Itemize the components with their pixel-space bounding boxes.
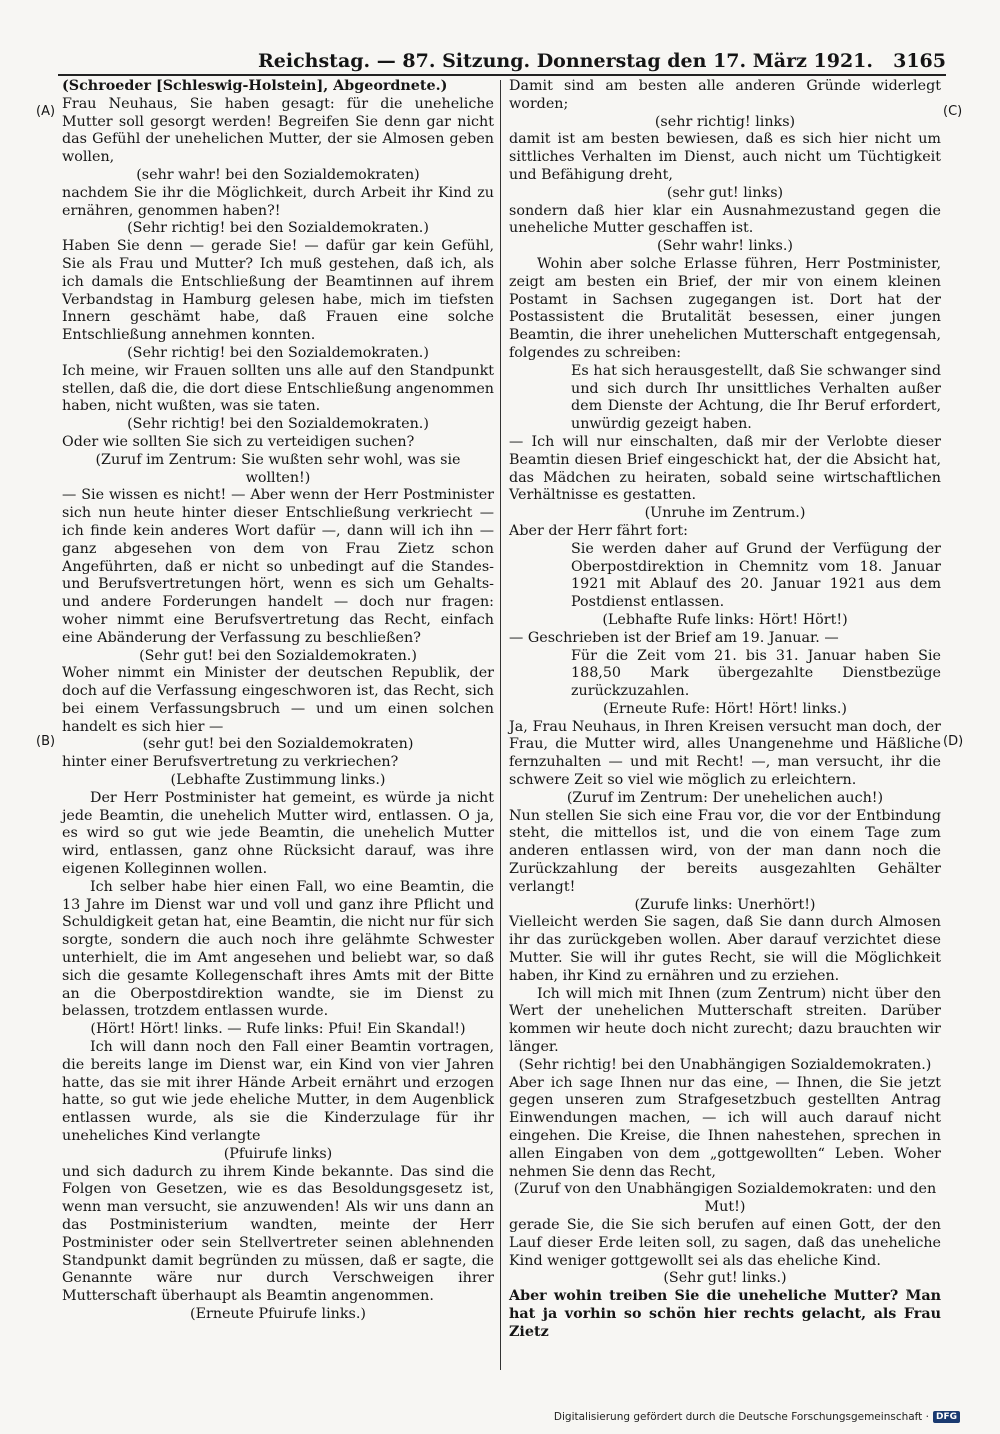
quoted-letter: Für die Zeit vom 21. bis 31. Januar haben Sie 188,50 Mark übergezahlte Dienstbezüge zurückzuzahlen. (571, 647, 941, 700)
quoted-letter: Es hat sich herausgestellt, daß Sie schwanger sind und sich durch Ihr unsittliches Verhalten außer dem Dienste der Achtung, die Ihr Beruf erfordert, unwürdig gezeigt haben. (571, 362, 941, 433)
quoted-letter: Sie werden daher auf Grund der Verfügung der Oberpostdirektion in Chemnitz vom 18. Januar 1921 mit Ablauf des 20. Januar 1921 aus dem Postdienst entlassen. (571, 540, 941, 611)
interjection: (Unruhe im Zentrum.) (644, 505, 806, 522)
margin-marker-c: (C) (943, 104, 963, 119)
paragraph: Ich selber habe hier einen Fall, wo eine Beamtin, die 13 Jahre im Dienst war und voll und ganz ihre Pflicht und Schuldigkeit getan hat, eine Beamtin, die nicht nur für sich sorgte, sondern die auch noch ihre gelähmte Schwester unterhielt, die im Amt angesehen und beliebt war, so daß sich die gesamte Kollegenschaft ihres Amts mit der Bitte an die Oberpostdirektion wandte, sie im Dienst zu belassen, trotzdem entlassen wurde. (62, 878, 494, 1020)
page-number: 3165 (893, 50, 946, 72)
paragraph: — Ich will nur einschalten, daß mir der Verlobte dieser Beamtin diesen Brief eingeschickt hat, der die Absicht hat, das Mädchen zu heiraten, sobald seine wirtschaftlichen Verhältnisse es gestatten. (509, 433, 941, 504)
paragraph: Aber der Herr fährt fort: (509, 522, 688, 539)
paragraph: Der Herr Postminister hat gemeint, es würde ja nicht jede Beamtin, die unehelich Mutter wird, entlassen. O ja, es wird so gut wie jede Beamtin, die unehelich Mutter wird, entlassen, ganz ohne Rücksicht darauf, was ihre eigenen Kolleginnen wollen. (62, 789, 494, 878)
interjection: (Sehr richtig! bei den Unabhängigen Sozialdemokraten.) (518, 1056, 932, 1073)
paragraph: Wohin aber solche Erlasse führen, Herr Postminister, zeigt am besten ein Brief, der mir von einem kleinen Postamt in Sachsen zugegangen ist. Dort hat der Postassistent die Brutalität besessen, einer jungen Beamtin, die ihrer unehelichen Mutterschaft entgegensah, folgendes zu schreiben: (509, 255, 941, 361)
page-header (58, 46, 946, 76)
interjection: (Erneute Rufe: Hört! Hört! links.) (603, 700, 847, 717)
paragraph: — Sie wissen es nicht! — Aber wenn der Herr Postminister sich nun heute hinter dieser Entschließung verkriecht — ich finde kein anderes Wort dafür —, dann will ich ihn — ganz abgesehen von dem von Frau Zietz schon Angeführten, daß er nicht so unbedingt auf die Standes- und Berufsvertretungen hört, wenn es sich um Gehalts- und andere Forderungen handelt — doch nur fragen: woher nimmt eine Berufsvertretung das Recht, einfach eine Abänderung der Verfassung zu beschließen? (62, 487, 494, 646)
footer (554, 1411, 960, 1423)
interjection: (Sehr richtig! bei den Sozialdemokraten.) (127, 344, 429, 361)
interjection: (Sehr richtig! bei den Sozialdemokraten.) (127, 220, 429, 237)
interjection: (Sehr wahr! links.) (657, 238, 793, 255)
paragraph: Aber ich sage Ihnen nur das eine, — Ihnen, die Sie jetzt gegen unseren zum Strafgesetzbuch gestellten Antrag Einwendungen machen, — ich will auch darauf nicht eingehen. Die Kreise, die Ihnen nahestehen, sprechen in allen Eingaben von dem „gottgewollten“ Leben. Woher nehmen Sie denn das Recht, (509, 1074, 941, 1180)
interjection: (Hört! Hört! links. — Rufe links: Pfui! Ein Skandal!) (90, 1021, 466, 1038)
left-column (62, 78, 494, 1324)
footer-text: Digitalisierung gefördert durch die Deutsche Forschungsgemeinschaft · (553, 1411, 929, 1423)
paragraph: Haben Sie denn — gerade Sie! — dafür gar kein Gefühl, Sie als Frau und Mutter? Ich muß gestehen, daß ich, als ich damals die Entschließung der Beamtinnen auf ihrem Verbandstag in Hamburg gelesen habe, mich im tiefsten Innern geschämt habe, daß Frauen eine solche Entschließung annehmen konnten. (62, 238, 494, 344)
interjection: (sehr gut! links) (666, 184, 784, 201)
margin-marker-a: (A) (36, 104, 56, 119)
paragraph: Ja, Frau Neuhaus, in Ihren Kreisen versucht man doch, der Frau, die Mutter wird, alles Unangenehme und Häßliche fernzuhalten — und mit Recht! —, man versucht, ihr die schwere Zeit so viel wie möglich zu erleichtern. (509, 718, 941, 789)
header-rule (58, 74, 946, 76)
paragraph: damit ist am besten bewiesen, daß es sich hier nicht um sittliches Verhalten im Dienst, auch nicht um Tüchtigkeit und Befähigung dreht, (509, 131, 941, 183)
interjection: (Sehr gut! links.) (663, 1270, 787, 1287)
dfg-logo: DFG (933, 1411, 960, 1423)
interjection: (Pfuirufe links) (223, 1145, 333, 1162)
paragraph: Aber wohin treiben Sie die uneheliche Mutter? Man hat ja vorhin so schön hier rechts gelacht, als Frau Zietz (509, 1288, 941, 1340)
interjection: (Zuruf im Zentrum: Der unehelichen auch!) (566, 789, 884, 806)
interjection: (Zuruf von den Unabhängigen Sozialdemokraten: und den Mut!) (513, 1181, 937, 1216)
header-title: Reichstag. — 87. Sitzung. Donnerstag den 17. März 1921. (258, 50, 873, 72)
paragraph: gerade Sie, die Sie sich berufen auf einen Gott, der den Lauf dieser Erde leiten soll, zu sagen, daß das uneheliche Kind weniger gottgewollt sei als das eheliche Kind. (509, 1217, 941, 1269)
interjection: (Lebhafte Zustimmung links.) (170, 772, 386, 789)
paragraph: Ich will dann noch den Fall einer Beamtin vortragen, die bereits lange im Dienst war, ein Kind von vier Jahren hatte, das sie mit ihrer Hände Arbeit ernährt und erzogen hatte, so gut wie jede eheliche Mutter, in dem Augenblick entlassen wurde, als sie die Kinderzulage für ihr uneheliches Kind verlangte (62, 1039, 494, 1145)
paragraph: Woher nimmt ein Minister der deutschen Republik, der doch auf die Verfassung eingeschworen ist, das Recht, sich bei einem Verfassungsbruch — und um einen solchen handelt es sich hier — (62, 665, 494, 735)
interjection: (Zuruf im Zentrum: Sie wußten sehr wohl, was sie wollten!) (95, 451, 461, 486)
paragraph: Oder wie sollten Sie sich zu verteidigen suchen? (62, 433, 415, 450)
paragraph: hinter einer Berufsvertretung zu verkriechen? (62, 754, 399, 771)
interjection: (sehr wahr! bei den Sozialdemokraten) (136, 166, 420, 183)
paragraph: Nun stellen Sie sich eine Frau vor, die vor der Entbindung steht, die mittellos ist, und die von einem Tage zum anderen entlassen wird, von der man dann noch die Zurückzahlung der bereits ausgezahlten Gehälter verlangt! (509, 807, 941, 895)
paragraph: nachdem Sie ihr die Möglichkeit, durch Arbeit ihr Kind zu ernähren, genommen haben?! (62, 184, 494, 219)
paragraph: und sich dadurch zu ihrem Kinde bekannte. Das sind die Folgen von Gesetzen, wie es das Besoldungsgesetz ist, wenn man versucht, sie anzuwenden! Als wir uns dann an das Postministerium wandten, meinte der Herr Postminister oder sein Stellvertreter seinen ablehnenden Standpunkt damit begründen zu müssen, daß er sagte, die Genannte wäre nur durch Verschweigen ihrer Mutterschaft überhaupt als Beamtin angenommen. (62, 1163, 494, 1305)
margin-marker-d: (D) (943, 734, 964, 749)
paragraph: Damit sind am besten alle anderen Gründe widerlegt worden; (509, 78, 941, 112)
interjection: (Sehr gut! bei den Sozialdemokraten.) (139, 647, 417, 664)
interjection: (sehr gut! bei den Sozialdemokraten) (142, 736, 414, 753)
interjection: (Sehr richtig! bei den Sozialdemokraten.) (127, 416, 429, 433)
paragraph: sondern daß hier klar ein Ausnahmezustand gegen die uneheliche Mutter geschaffen ist. (509, 202, 941, 237)
interjection: (Erneute Pfuirufe links.) (190, 1305, 366, 1322)
paragraph: Ich meine, wir Frauen sollten uns alle auf den Standpunkt stellen, daß die, die dort diese Entschließung angenommen haben, nicht wußten, was sie taten. (62, 362, 494, 415)
interjection: (Lebhafte Rufe links: Hört! Hört!) (602, 611, 848, 628)
paragraph: Frau Neuhaus, Sie haben gesagt: für die uneheliche Mutter soll gesorgt werden! Begreifen Sie denn gar nicht das Gefühl der unehelichen Mutter, der sie Almosen geben wollen, (62, 95, 494, 166)
speaker-line: (Schroeder [Schleswig-Holstein], Abgeordnete.) (62, 78, 448, 94)
paragraph: — Geschrieben ist der Brief am 19. Januar. — (509, 629, 839, 646)
column-divider (500, 80, 501, 1370)
interjection: (Zurufe links: Unerhört!) (634, 896, 816, 913)
interjection: (sehr richtig! links) (654, 113, 796, 130)
paragraph: Ich will mich mit Ihnen (zum Zentrum) nicht über den Wert der unehelichen Mutterschaft streiten. Darüber kommen wir heute doch nicht zurecht; dazu brauchten wir länger. (509, 985, 941, 1056)
right-column (509, 78, 941, 1342)
paragraph: Vielleicht werden Sie sagen, daß Sie dann durch Almosen ihr das zurückgeben wollen. Aber darauf verzichtet diese Mutter. Sie will ihr gutes Recht, sie will die Möglichkeit haben, ihr Kind zu ernähren und zu erziehen. (509, 914, 941, 984)
margin-marker-b: (B) (36, 734, 56, 749)
